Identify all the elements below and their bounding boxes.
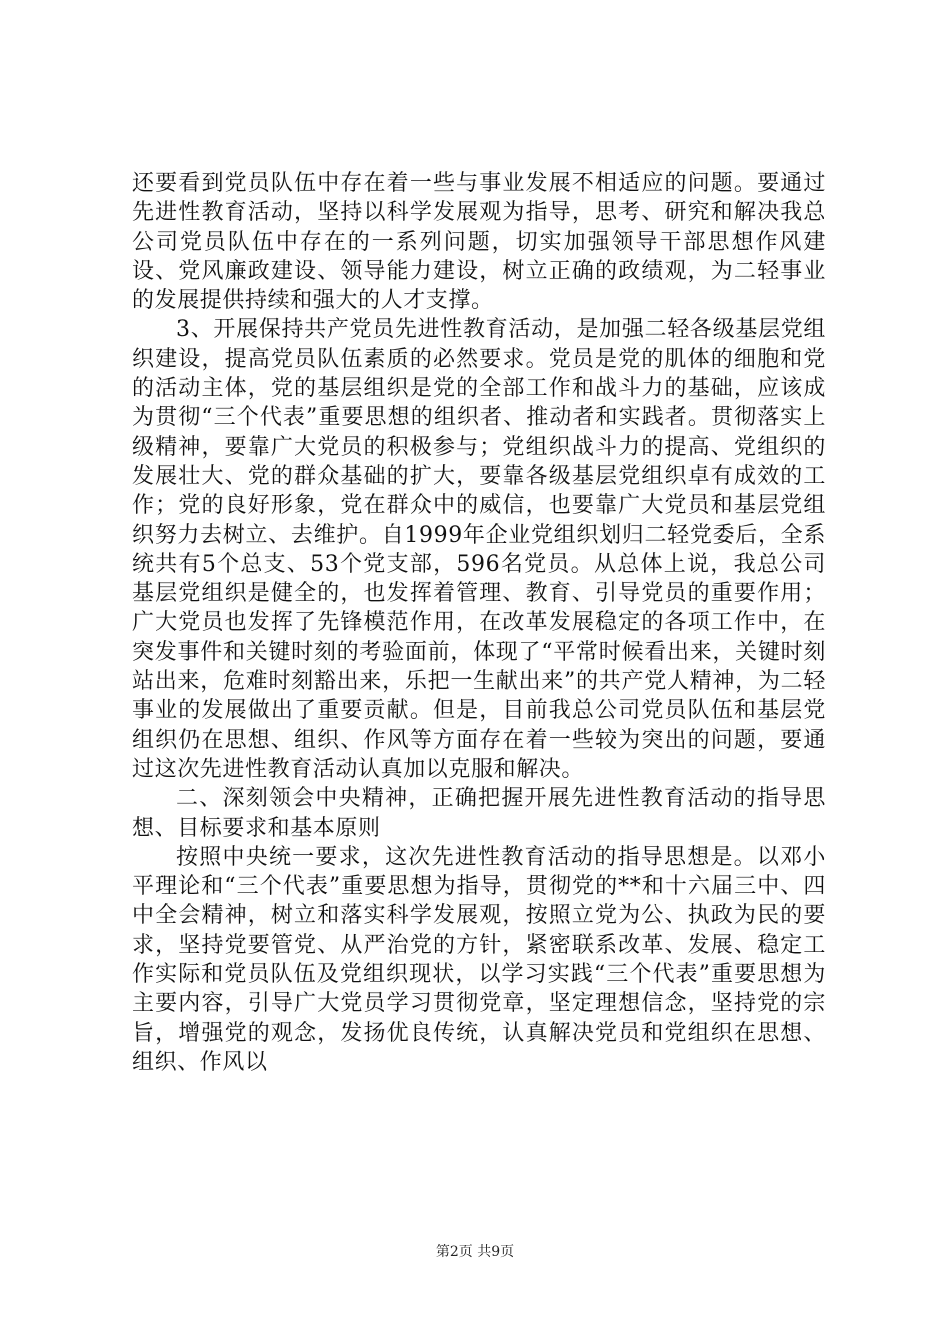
paragraph-1: 还要看到党员队伍中存在着一些与事业发展不相适应的问题。要通过先进性教育活动，坚持以科学发展观为指导，思考、研究和解决我总公司党员队伍中存在的一系列问题，切实加强领导干部思想作风建设、党风廉政建设、领导能力建设，树立正确的政绩观，为二轻事业的发展提供持续和强大的人才支撑。 xyxy=(132,171,826,314)
document-body xyxy=(132,169,826,1077)
paragraph-3: 按照中央统一要求，这次先进性教育活动的指导思想是。以邓小平理论和“三个代表”重要思想为指导，贯彻党的**和十六届三中、四中全会精神，树立和落实科学发展观，按照立党为公、执政为民的要求，坚持党要管党、从严治党的方针，紧密联系改革、发展、稳定工作实际和党员队伍及党组织现状，以学习实践“三个代表”重要思想为主要内容，引导广大党员学习贯彻党章，坚定理想信念，坚持党的宗旨，增强党的观念，发扬优良传统，认真解决党员和党组织在思想、组织、作风以 xyxy=(132,844,826,1075)
page-number: 第2页 共9页 xyxy=(435,1244,515,1260)
section-heading: 二、深刻领会中央精神，正确把握开展先进性教育活动的指导思想、目标要求和基本原则 xyxy=(132,786,826,841)
paragraph-2: 3、开展保持共产党员先进性教育活动，是加强二轻各级基层党组织建设，提高党员队伍素质的必然要求。党员是党的肌体的细胞和党的活动主体，党的基层组织是党的全部工作和战斗力的基础，应该成为贯彻“三个代表”重要思想的组织者、推动者和实践者。贯彻落实上级精神，要靠广大党员的积极参与；党组织战斗力的提高、党组织的发展壮大、党的群众基础的扩大，要靠各级基层党组织卓有成效的工作；党的良好形象，党在群众中的威信，也要靠广大党员和基层党组织努力去树立、去维护。自1999年企业党组织划归二轻党委后，全系统共有5个总支、53个党支部，596名党员。从总体上说，我总公司基层党组织是健全的，也发挥着管理、教育、引导党员的重要作用；广大党员也发挥了先锋模范作用，在改革发展稳定的各项工作中，在突发事件和关键时刻的考验面前，体现了“平常时候看出来，关键时刻站出来，危难时刻豁出来，乐把一生献出来”的共产党人精神，为二轻事业的发展做出了重要贡献。但是，目前我总公司党员队伍和基层党组织仍在思想、组织、作风等方面存在着一些较为突出的问题，要通过这次先进性教育活动认真加以克服和解决。 xyxy=(132,317,826,782)
